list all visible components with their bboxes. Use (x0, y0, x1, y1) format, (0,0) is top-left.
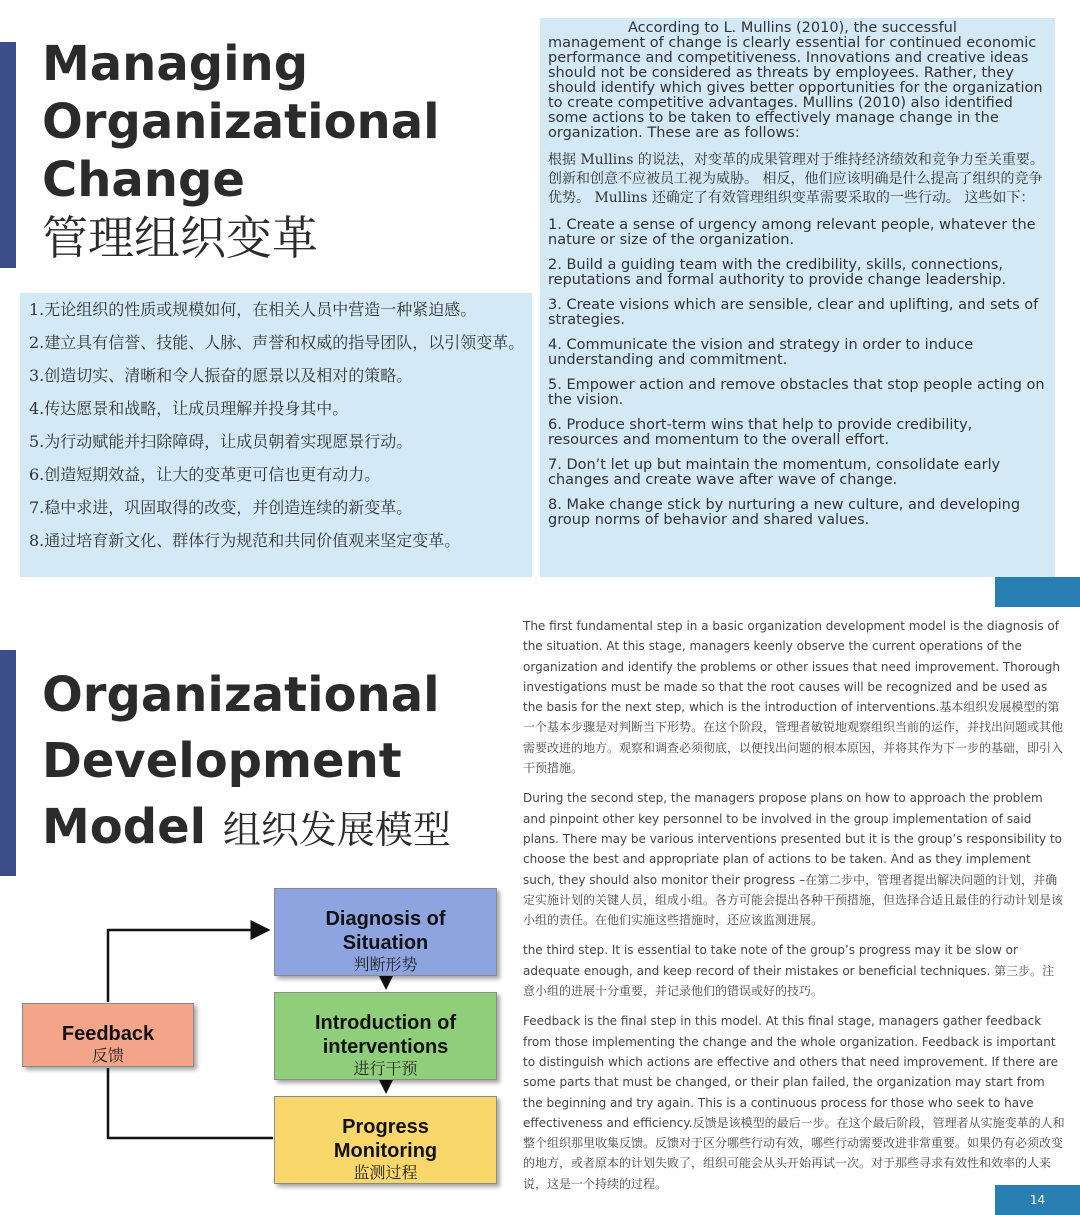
od-model-text (523, 616, 1065, 1204)
list-item: 5.为行动赋能并扫除障碍，让成员朝着实现愿景行动。 (29, 432, 413, 451)
paragraph (523, 940, 1065, 1001)
page-number: 14 (1029, 1193, 1046, 1207)
flow-label: Introduction of (314, 1012, 457, 1034)
paragraph (523, 788, 1065, 930)
list-item: 8. Make change stick by nurturing a new culture, and developing group norms of behavior and shared values. (548, 497, 1021, 528)
title-line: Development (42, 733, 402, 789)
feedback-loop-top (108, 930, 268, 1002)
list-item: 5. Empower action and remove obstacles that stop people acting on the vision. (548, 377, 1045, 408)
list-item: 2. Build a guiding team with the credibility, skills, connections, reputations and formal authority to provide change leadership. (548, 257, 1007, 288)
paragraph-en: The first fundamental step in a basic organization development model is the diagnosis of the situation. At this stage, managers keenly observe the current operations of the organization and identify the problems or other issues that need improvement. Thorough investigations must be made so that the root causes will be recognized and be used as the basis for the next step, which is the introduction of interventions. (523, 619, 1060, 715)
flow-box-diagnosis (274, 888, 497, 976)
title-line: Change (42, 152, 245, 208)
flow-label-zh: 反馈 (91, 1046, 124, 1065)
paragraph-zh: 在第二步中，管理者提出解决问题的计划，并确定实施计划的关键人员，组成小组。各方可能会提出各种干预措施，但选择合适且最佳的行动计划是该小组的责任。在他们实施这些措施时，还应该监测进展。 (523, 872, 1064, 928)
flow-label: Situation (342, 932, 429, 954)
flow-label-zh: 进行干预 (353, 1059, 418, 1078)
list-item: 6.创造短期效益，让大的变革更可信也更有动力。 (29, 465, 381, 484)
flow-label-zh: 判断形势 (353, 955, 418, 974)
paragraph-zh: 第三步。注意小组的进展十分重要，并记录他们的错误或好的技巧。 (523, 963, 1055, 999)
flow-label: Feedback (61, 1023, 155, 1045)
page-number-block (995, 1185, 1080, 1215)
title-zh: 管理组织变革 (42, 211, 318, 265)
title-line: Managing (42, 36, 309, 92)
list-item: 1.无论组织的性质或规模如何，在相关人员中营造一种紧迫感。 (29, 300, 477, 319)
title-line: Organizational (42, 667, 440, 723)
list-item: 1. Create a sense of urgency among relevant people, whatever the nature or size of the organization. (548, 217, 1036, 248)
list-item: 7.稳中求进，巩固取得的改变，并创造连续的新变革。 (29, 498, 413, 517)
list-item: 4. Communicate the vision and strategy in order to induce understanding and commitment. (548, 337, 974, 368)
list-item: 8.通过培育新文化、群体行为规范和共同价值观来坚定变革。 (29, 531, 461, 550)
flow-box-progress (274, 1096, 497, 1184)
flow-box-feedback (22, 1003, 194, 1067)
list-item: 3.创造切实、清晰和令人振奋的愿景以及相对的策略。 (29, 366, 413, 385)
title-zh: 组织发展模型 (222, 808, 451, 852)
feedback-loop-bottom (108, 1068, 273, 1138)
list-item: 3. Create visions which are sensible, clear and uplifting, and sets of strategies. (548, 297, 1039, 328)
flow-box-introduction (274, 992, 497, 1080)
paragraph-zh: 反馈是该模型的最后一步。在这个最后阶段，管理者从实施变革的人和整个组织那里收集反馈。反馈对于区分哪些行动有效，哪些行动需要改进非常重要。如果仍有必须改变的地方，或者原本的计划失败了，组织可能会从头开始再试一次。对于那些寻求有效性和效率的人来说，这是一个持续的过程。 (523, 1115, 1065, 1191)
flow-label: Monitoring (333, 1140, 438, 1162)
paragraph-en: the third step. It is essential to take note of the group’s progress may it be slow or adequate enough, and keep record of their mistakes or beneficial techniques. (523, 943, 1018, 978)
intro-zh: 根据 Mullins 的说法，对变革的成果管理对于维持经济绩效和竞争力至关重要。 创新和创意不应被员工视为威胁。 相反，他们应该明确是什么提高了组织的竞争优势。 Mullins 还确定了有效管理组织变革需要采取的一些行动。 这些如下： (548, 152, 1044, 206)
flow-label: Progress (342, 1116, 429, 1138)
paragraph-en: During the second step, the managers propose plans on how to approach the problem and pinpoint other key personnel to be involved in the group implementation of said plans. There may be various interventions presented but it is the group’s responsibility to choose the best and appropriate plan of actions to be taken. And as they implement such, they should also monitor their progress – (523, 791, 1062, 887)
intro-en: According to L. Mullins (2010), the successful management of change is clearly essential for continued economic performance and competitiveness. Innovations and creative ideas should not be considered as threats by employees. Rather, they should identify which gives better opportunities for the organization to create competitive advantages. Mullins (2010) also identified some actions to be taken to effectively manage change in the organization. These are as follows: (548, 20, 1043, 141)
list-item: 4.传达愿景和战略，让成员理解并投身其中。 (29, 399, 349, 418)
title-line: Organizational (42, 94, 440, 150)
paragraph (523, 616, 1065, 778)
flow-label: interventions (322, 1036, 449, 1058)
flow-label: Diagnosis of (325, 908, 446, 930)
list-item: 7. Don’t let up but maintain the momentum, consolidate early changes and create wave after wave of change. (548, 457, 1001, 488)
title-word: Model (42, 799, 207, 855)
flow-label-zh: 监测过程 (353, 1163, 418, 1182)
paragraph (523, 1011, 1065, 1194)
paragraph-en: Feedback is the final step in this model. At this final stage, managers gather feedback from those implementing the change and the whole organization. Feedback is important to distinguish which actions are effective and others that need improvement. If there are some parts that must be changed, or their plan failed, the organization may start from the beginning and try again. This is a continuous process for those who seek to have effectiveness and efficiency. (523, 1014, 1059, 1130)
list-item: 6. Produce short-term wins that help to provide credibility, resources and momentum to the overall effort. (548, 417, 973, 448)
list-item: 2.建立具有信誉、技能、人脉、声誉和权威的指导团队，以引领变革。 (29, 333, 525, 352)
paragraph-zh: 基本组织发展模型的第一个基本步骤是对判断当下形势。在这个阶段，管理者敏锐地观察组织当前的运作，并找出问题或其他需要改进的地方。观察和调查必须彻底，以便找出问题的根本原因，并将其作为下一步的基础，即引入干预措施。 (523, 700, 1064, 776)
